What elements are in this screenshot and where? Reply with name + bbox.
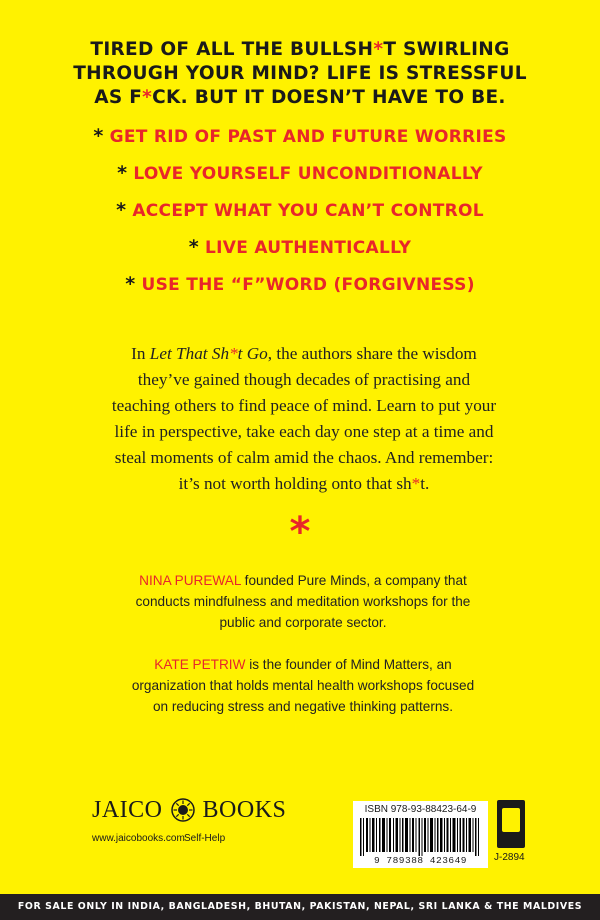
asterisk: * [142, 87, 153, 108]
asterisk-bullet-icon: * [125, 273, 136, 295]
asterisk-bullet-icon: * [93, 125, 104, 147]
author-bio-1: NINA PUREWAL founded Pure Minds, a company that conducts mindfulness and meditation workshops for the public and corporate sector. [135, 573, 471, 630]
sun-emblem-icon [171, 798, 195, 822]
ebook-icon [497, 800, 525, 848]
intro-line-1: TIRED OF ALL THE BULLSH*T SWIRLING [90, 39, 510, 60]
author-name: NINA PUREWAL [139, 573, 241, 588]
genre-label: Self-Help [184, 833, 226, 844]
isbn-text: ISBN 978-93-88423-64-9 [364, 804, 477, 815]
bullet-item: * ACCEPT WHAT YOU CAN’T CONTROL [116, 199, 484, 221]
intro-headline [0, 38, 600, 110]
asterisk-bullet-icon: * [116, 199, 127, 221]
intro-line-2: THROUGH YOUR MIND? LIFE IS STRESSFUL [73, 63, 527, 84]
publisher-url: www.jaicobooks.com [92, 833, 185, 844]
catalog-code: J-2894 [494, 852, 525, 863]
bullet-item: * LIVE AUTHENTICALLY [188, 236, 412, 258]
barcode-image [358, 818, 483, 856]
book-title: Let That Sh*t Go [149, 344, 268, 363]
asterisk: * [411, 474, 421, 493]
author-bio-2: KATE PETRIW is the founder of Mind Matters, an organization that holds mental health workshops focused on reducing stress and negative thinking patterns. [131, 657, 475, 714]
asterisk-bullet-icon: * [117, 162, 128, 184]
bullet-list [0, 123, 600, 308]
asterisk: * [229, 344, 238, 363]
asterisk-divider-icon: * [289, 509, 311, 555]
book-blurb: In Let That Sh*t Go, the authors share the wisdom they’ve gained though decades of practising and teaching others to find peace of mind. Learn to put your life in perspective, take each day one step at a time and steal moments of calm amid the chaos. And remember: it’s not worth holding onto that sh*t. [111, 344, 497, 493]
author-name: KATE PETRIW [154, 657, 246, 672]
intro-line-3: AS F*CK. BUT IT DOESN’T HAVE TO BE. [94, 87, 506, 108]
barcode-block [353, 801, 488, 868]
asterisk: * [373, 39, 384, 60]
sales-territory-footer: FOR SALE ONLY IN INDIA, BANGLADESH, BHUTAN, PAKISTAN, NEPAL, SRI LANKA & THE MALDIVES [0, 894, 600, 920]
bullet-item: * GET RID OF PAST AND FUTURE WORRIES [93, 125, 507, 147]
bullet-item: * USE THE “F”WORD (FORGIVNESS) [125, 273, 475, 295]
asterisk-bullet-icon: * [188, 236, 199, 258]
bullet-item: * LOVE YOURSELF UNCONDITIONALLY [117, 162, 483, 184]
barcode-digits: 9 789388 423649 [373, 855, 467, 866]
publisher-logo: JAICO BOOKS [92, 796, 287, 823]
